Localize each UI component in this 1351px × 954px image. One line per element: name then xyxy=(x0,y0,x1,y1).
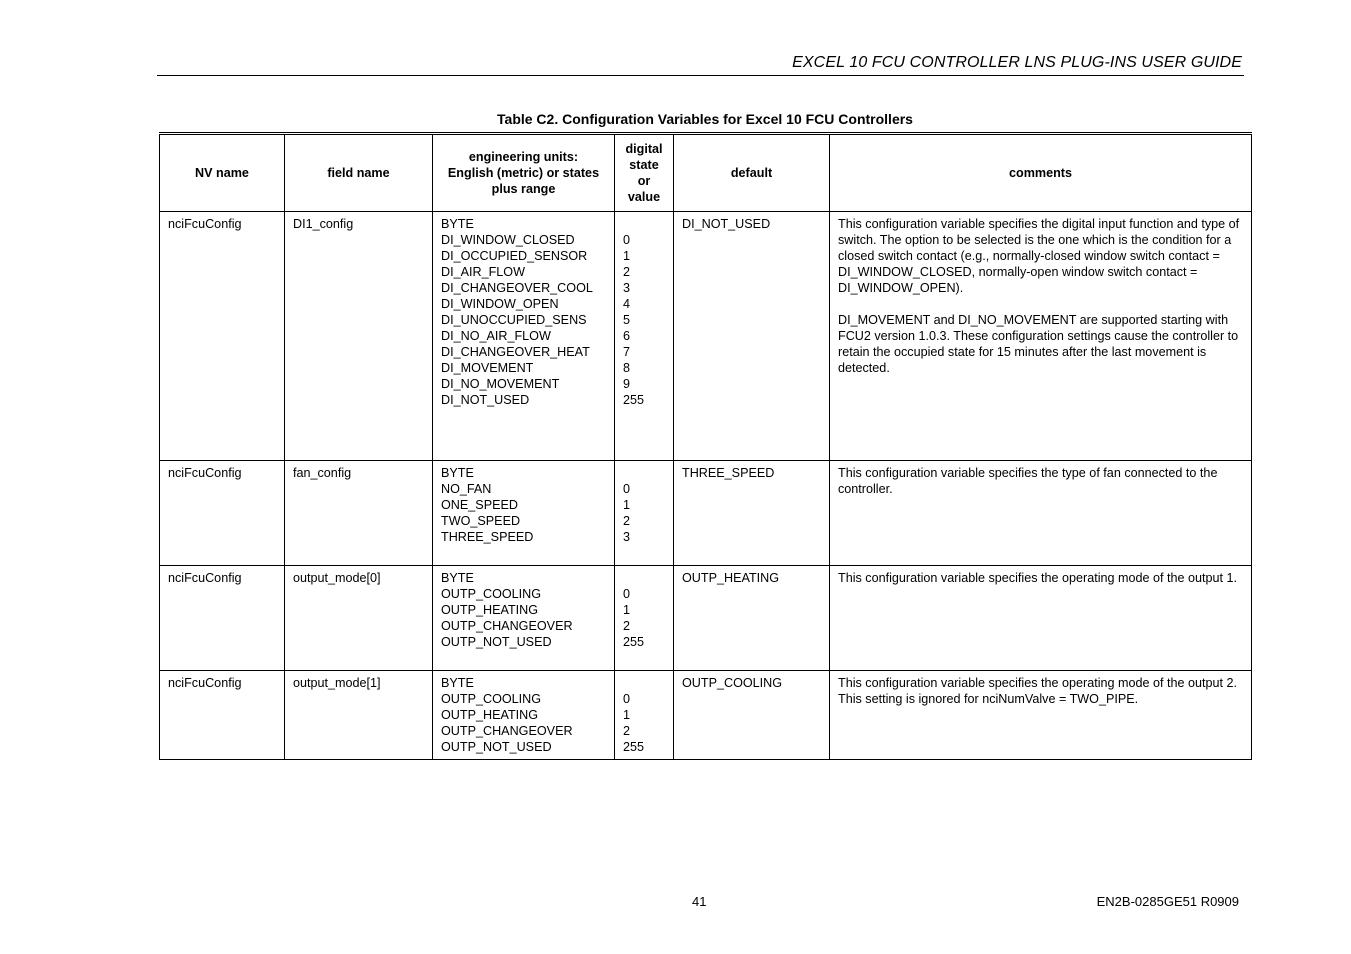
header-digital-value xyxy=(615,134,674,212)
unit-line: DI_OCCUPIED_SENSOR xyxy=(441,249,588,263)
value-line: 1 xyxy=(623,498,631,512)
header-field-name: field name xyxy=(285,134,433,212)
value-line: 8 xyxy=(623,361,631,375)
table-caption: Table C2. Configuration Variables for Excel 10 FCU Controllers xyxy=(497,111,913,127)
unit-line: ONE_SPEED xyxy=(441,498,518,512)
cell-nv-name: nciFcuConfig xyxy=(160,671,285,760)
value-line: 6 xyxy=(623,329,631,343)
configuration-variables-table xyxy=(159,132,1252,760)
value-line: 2 xyxy=(623,724,631,738)
value-line: 255 xyxy=(623,740,645,754)
unit-line: DI_AIR_FLOW xyxy=(441,265,525,279)
header-digital-line: value xyxy=(627,190,661,204)
running-header-title: EXCEL 10 FCU CONTROLLER LNS PLUG-INS USER GUIDE xyxy=(792,54,1242,71)
value-line: 0 xyxy=(623,233,631,247)
unit-line: BYTE xyxy=(441,217,474,231)
value-line: 5 xyxy=(623,313,631,327)
cell-comments xyxy=(830,671,1252,760)
cell-comments xyxy=(830,461,1252,566)
cell-field-name: DI1_config xyxy=(285,212,433,461)
cell-field-name: output_mode[0] xyxy=(285,566,433,671)
value-line: 0 xyxy=(623,482,631,496)
unit-line: OUTP_HEATING xyxy=(441,708,539,722)
unit-line: DI_WINDOW_CLOSED xyxy=(441,233,575,247)
unit-line: BYTE xyxy=(441,466,474,480)
cell-comments xyxy=(830,212,1252,461)
unit-line: NO_FAN xyxy=(441,482,492,496)
unit-line: BYTE xyxy=(441,571,474,585)
unit-line: OUTP_NOT_USED xyxy=(441,740,552,754)
cell-default: OUTP_COOLING xyxy=(674,671,830,760)
header-default: default xyxy=(674,134,830,212)
cell-nv-name: nciFcuConfig xyxy=(160,566,285,671)
cell-field-name: output_mode[1] xyxy=(285,671,433,760)
cell-default: THREE_SPEED xyxy=(674,461,830,566)
cell-values xyxy=(615,566,674,671)
comment-paragraph: This configuration variable specifies the operating mode of the output 1. xyxy=(838,571,1238,585)
value-line: 2 xyxy=(623,514,631,528)
value-line: 1 xyxy=(623,603,631,617)
cell-field-name: fan_config xyxy=(285,461,433,566)
value-line: 2 xyxy=(623,265,631,279)
table-row xyxy=(160,212,1252,461)
page-number: 41 xyxy=(692,894,707,909)
unit-line: DI_CHANGEOVER_COOL xyxy=(441,281,593,295)
unit-line: THREE_SPEED xyxy=(441,530,534,544)
header-units-line: English (metric) or states xyxy=(447,166,600,180)
unit-line: OUTP_CHANGEOVER xyxy=(441,619,573,633)
cell-default: OUTP_HEATING xyxy=(674,566,830,671)
unit-line: OUTP_COOLING xyxy=(441,587,542,601)
cell-units xyxy=(433,461,615,566)
value-line: 9 xyxy=(623,377,631,391)
running-header xyxy=(157,53,1244,76)
table-row xyxy=(160,671,1252,760)
comment-paragraph: This configuration variable specifies the type of fan connected to the controller. xyxy=(838,466,1218,496)
value-line: 1 xyxy=(623,708,631,722)
value-line: 4 xyxy=(623,297,631,311)
unit-line: TWO_SPEED xyxy=(441,514,521,528)
cell-nv-name: nciFcuConfig xyxy=(160,461,285,566)
cell-comments xyxy=(830,566,1252,671)
header-units-line: engineering units: xyxy=(468,150,579,164)
header-engineering-units xyxy=(433,134,615,212)
unit-line: DI_WINDOW_OPEN xyxy=(441,297,559,311)
comment-paragraph: This configuration variable specifies the digital input function and type of switch. The option to be selected is the one which is the condition for a closed switch contact (e.g., normally-closed window switch contact = DI_WINDOW_CLOSED, normally-open window switch contact = DI_WINDOW_OPEN). xyxy=(838,217,1240,295)
unit-line: DI_MOVEMENT xyxy=(441,361,534,375)
header-comments: comments xyxy=(830,134,1252,212)
cell-units xyxy=(433,566,615,671)
header-digital-line: state xyxy=(629,158,659,172)
unit-line: OUTP_CHANGEOVER xyxy=(441,724,573,738)
value-line: 1 xyxy=(623,249,631,263)
unit-line: DI_NO_MOVEMENT xyxy=(441,377,560,391)
comment-paragraph: DI_MOVEMENT and DI_NO_MOVEMENT are supported starting with FCU2 version 1.0.3. These configuration settings cause the controller to retain the occupied state for 15 minutes after the last movement is detected. xyxy=(838,313,1239,375)
header-units-line: plus range xyxy=(491,182,556,196)
unit-line: DI_NO_AIR_FLOW xyxy=(441,329,551,343)
comment-paragraph: This configuration variable specifies the operating mode of the output 2. This setting is ignored for nciNumValve = TWO_PIPE. xyxy=(838,676,1238,706)
unit-line: OUTP_COOLING xyxy=(441,692,542,706)
unit-line: DI_UNOCCUPIED_SENS xyxy=(441,313,587,327)
cell-values xyxy=(615,212,674,461)
cell-units xyxy=(433,671,615,760)
value-line: 3 xyxy=(623,530,631,544)
value-line: 7 xyxy=(623,345,631,359)
value-line: 0 xyxy=(623,692,631,706)
cell-default: DI_NOT_USED xyxy=(674,212,830,461)
unit-line: DI_CHANGEOVER_HEAT xyxy=(441,345,590,359)
unit-line: OUTP_NOT_USED xyxy=(441,635,552,649)
header-digital-line: digital xyxy=(625,142,663,156)
value-line: 255 xyxy=(623,393,645,407)
table-row xyxy=(160,566,1252,671)
header-digital-line: or xyxy=(637,174,651,188)
value-line: 3 xyxy=(623,281,631,295)
table-header-row xyxy=(160,134,1252,212)
unit-line: BYTE xyxy=(441,676,474,690)
cell-nv-name: nciFcuConfig xyxy=(160,212,285,461)
unit-line: OUTP_HEATING xyxy=(441,603,539,617)
cell-values xyxy=(615,461,674,566)
table-row xyxy=(160,461,1252,566)
value-line: 0 xyxy=(623,587,631,601)
unit-line: DI_NOT_USED xyxy=(441,393,530,407)
value-line: 2 xyxy=(623,619,631,633)
document-code: EN2B-0285GE51 R0909 xyxy=(1096,894,1239,909)
cell-values xyxy=(615,671,674,760)
cell-units xyxy=(433,212,615,461)
value-line: 255 xyxy=(623,635,645,649)
header-nv-name: NV name xyxy=(160,134,285,212)
